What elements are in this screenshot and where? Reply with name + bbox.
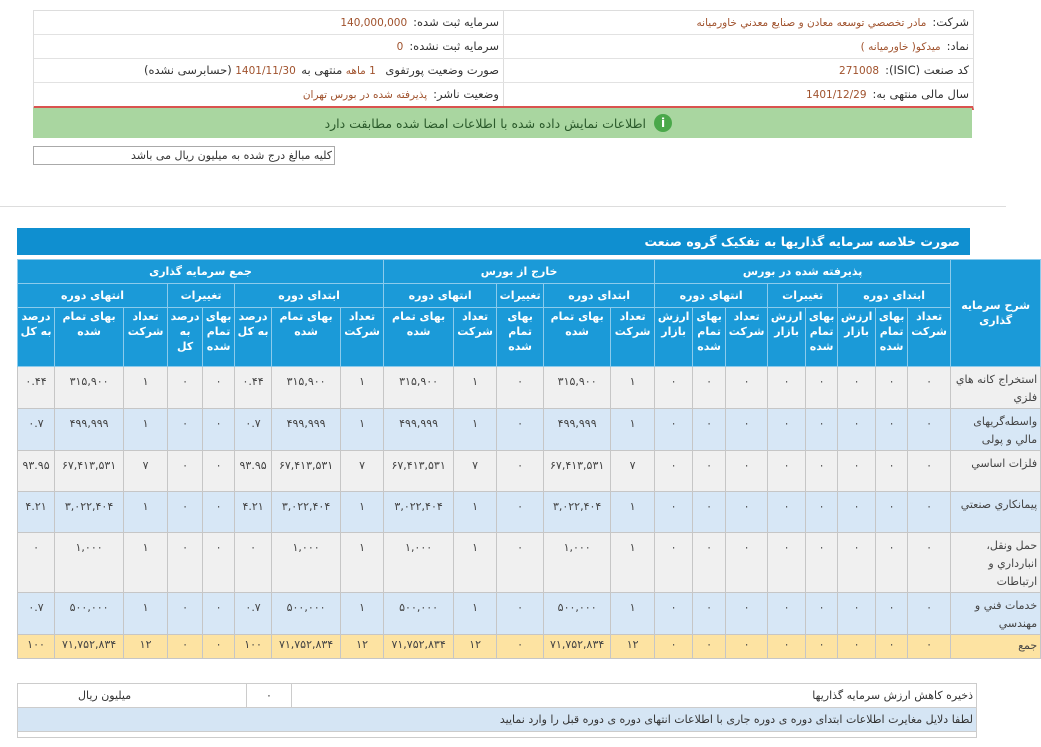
otc-end: انتهای دوره	[384, 284, 497, 308]
row-label: استخراج کانه هاي فلزي	[951, 367, 1041, 409]
cell: ۰	[768, 533, 806, 593]
total-cell: ۱۰۰	[235, 635, 272, 659]
cell: ۰.۷	[235, 593, 272, 635]
cell: ۰	[497, 533, 544, 593]
cell: ۱	[124, 367, 168, 409]
subheader-count: تعداد شرکت	[611, 308, 655, 367]
total-cell: ۱۲	[341, 635, 384, 659]
cell: ۰	[768, 451, 806, 492]
subheader-count: تعداد شرکت	[908, 308, 951, 367]
cell: ۰.۷	[18, 593, 55, 635]
table-row	[18, 409, 1041, 451]
cell: ۰	[693, 409, 726, 451]
cell: ۰	[655, 492, 693, 533]
cell: ۰.۴۴	[235, 367, 272, 409]
cell: ۱	[341, 492, 384, 533]
cell: ۰	[203, 451, 235, 492]
report-mid: منتهی به	[301, 63, 343, 77]
total-cell: ۰	[203, 635, 235, 659]
cell: ۱	[124, 593, 168, 635]
cell: ۰	[693, 533, 726, 593]
cell: ۴۹۹,۹۹۹	[544, 409, 611, 451]
cell: ۴.۲۱	[235, 492, 272, 533]
otc-start: ابتدای دوره	[544, 284, 655, 308]
cell: ۰	[838, 451, 876, 492]
cell: ۱,۰۰۰	[544, 533, 611, 593]
group-otc: خارج از بورس	[384, 260, 655, 284]
row-label: واسطه‌گریهای مالي و پولی	[951, 409, 1041, 451]
total-cell: ۰	[655, 635, 693, 659]
cell: ۰	[203, 492, 235, 533]
cell: ۱	[341, 593, 384, 635]
cell: ۰	[168, 593, 203, 635]
investment-table-scroll[interactable]	[17, 259, 1038, 653]
cell: ۳۱۵,۹۰۰	[384, 367, 454, 409]
cell: ۴.۲۱	[18, 492, 55, 533]
cell: ۰	[838, 533, 876, 593]
total-cell: ۷۱,۷۵۲,۸۳۴	[272, 635, 341, 659]
cell: ۰	[655, 533, 693, 593]
info-icon: i	[654, 114, 672, 132]
cell: ۰	[168, 533, 203, 593]
subheader-cost: بهای تمام شده	[544, 308, 611, 367]
registered-capital-label: سرمایه ثبت شده:	[413, 15, 499, 29]
subheader-cost: بهای تمام شده	[806, 308, 838, 367]
table-row	[18, 367, 1041, 409]
cell: ۰	[806, 492, 838, 533]
cell: ۵۰۰,۰۰۰	[55, 593, 124, 635]
total-end: انتهای دوره	[18, 284, 168, 308]
cell: ۱,۰۰۰	[384, 533, 454, 593]
cell: ۴۹۹,۹۹۹	[272, 409, 341, 451]
cell: ۳,۰۲۲,۴۰۴	[272, 492, 341, 533]
subheader-cost: بهای تمام شده	[384, 308, 454, 367]
total-cell: ۰	[908, 635, 951, 659]
total-cell: ۷۱,۷۵۲,۸۳۴	[544, 635, 611, 659]
cell: ۰	[203, 593, 235, 635]
cell: ۱	[124, 533, 168, 593]
cell: ۰	[908, 367, 951, 409]
cell: ۰	[235, 533, 272, 593]
subheader-cost: بهای تمام شده	[693, 308, 726, 367]
cell: ۹۳.۹۵	[235, 451, 272, 492]
cell: ۹۳.۹۵	[18, 451, 55, 492]
table-row	[18, 593, 1041, 635]
reserve-value: ۰	[246, 684, 292, 707]
cell: ۰	[497, 593, 544, 635]
subheader-cost: بهای تمام شده	[203, 308, 235, 367]
report-date: 1401/11/30	[235, 65, 296, 77]
cell: ۰	[655, 593, 693, 635]
publisher-status-value: پذیرفته شده در بورس تهران	[302, 89, 428, 101]
cell: ۰	[655, 451, 693, 492]
cell: ۰	[168, 367, 203, 409]
cell: ۰	[726, 367, 768, 409]
total-cell: ۰	[768, 635, 806, 659]
symbol-label: نماد:	[946, 39, 969, 53]
cell: ۷	[611, 451, 655, 492]
cell: ۱	[454, 492, 497, 533]
cell: ۱	[454, 593, 497, 635]
group-total: جمع سرمایه گذاری	[18, 260, 384, 284]
cell: ۰	[806, 533, 838, 593]
cell: ۱	[341, 533, 384, 593]
cell: ۱	[124, 409, 168, 451]
units-note: کلیه مبالغ درج شده به میلیون ریال می باشد	[33, 146, 335, 165]
table-row	[18, 451, 1041, 492]
cell: ۰	[838, 593, 876, 635]
fiscal-year-label: سال مالی منتهی به:	[872, 87, 969, 101]
company-info-panel	[33, 10, 974, 110]
cell: ۰	[768, 492, 806, 533]
cell: ۱	[454, 533, 497, 593]
total-cell: ۷۱,۷۵۲,۸۳۴	[384, 635, 454, 659]
cell: ۱	[341, 367, 384, 409]
cell: ۱	[611, 409, 655, 451]
audit-status: (حسابرسی نشده)	[143, 63, 232, 77]
cell: ۶۷,۴۱۳,۵۳۱	[55, 451, 124, 492]
table-row	[18, 533, 1041, 593]
cell: ۴۹۹,۹۹۹	[384, 409, 454, 451]
cell: ۱	[454, 409, 497, 451]
cell: ۷	[454, 451, 497, 492]
cell: ۵۰۰,۰۰۰	[384, 593, 454, 635]
total-change: تغییرات	[168, 284, 235, 308]
total-cell: ۱۲	[454, 635, 497, 659]
cell: ۰	[497, 367, 544, 409]
cell: ۰	[726, 451, 768, 492]
cell: ۰	[693, 451, 726, 492]
cell: ۰	[18, 533, 55, 593]
cell: ۰	[908, 409, 951, 451]
total-cell: ۰	[876, 635, 908, 659]
subheader-cost: بهای تمام شده	[272, 308, 341, 367]
cell: ۰	[168, 492, 203, 533]
cell: ۱	[454, 367, 497, 409]
cell: ۰	[203, 367, 235, 409]
cell: ۰	[726, 533, 768, 593]
total-cell: ۰	[726, 635, 768, 659]
cell: ۷	[124, 451, 168, 492]
subheader-pct: درصد به کل	[235, 308, 272, 367]
total-label: جمع	[951, 635, 1041, 659]
cell: ۱	[611, 593, 655, 635]
cell: ۰	[908, 492, 951, 533]
cell: ۰	[768, 409, 806, 451]
cell: ۱	[124, 492, 168, 533]
cell: ۰	[203, 533, 235, 593]
cell: ۱	[341, 409, 384, 451]
total-cell: ۰	[838, 635, 876, 659]
publisher-status-label: وضعیت ناشر:	[433, 87, 499, 101]
reserve-unit: میلیون ریال	[78, 689, 132, 702]
subheader-count: تعداد شرکت	[454, 308, 497, 367]
cell: ۰	[806, 409, 838, 451]
cell: ۳۱۵,۹۰۰	[544, 367, 611, 409]
unregistered-capital-value: 0	[396, 41, 404, 53]
reason-prompt: لطفا دلایل مغایرت اطلاعات ابتدای دوره ی دوره جاری با اطلاعات انتهای دوره ی دوره قبل را وارد نمایید	[18, 708, 976, 732]
total-cell: ۰	[168, 635, 203, 659]
cell: ۰.۷	[18, 409, 55, 451]
cell: ۰	[655, 409, 693, 451]
subheader-market: ارزش بازار	[768, 308, 806, 367]
cell: ۳,۰۲۲,۴۰۴	[384, 492, 454, 533]
listed-change: تغییرات	[768, 284, 838, 308]
fiscal-year-value: 1401/12/29	[806, 89, 867, 101]
cell: ۰	[908, 451, 951, 492]
cell: ۱,۰۰۰	[55, 533, 124, 593]
cell: ۶۷,۴۱۳,۵۳۱	[384, 451, 454, 492]
section-title: صورت خلاصه سرمایه گذاریها به تفکیک گروه صنعت	[17, 228, 970, 255]
cell: ۰	[726, 409, 768, 451]
cell: ۰	[497, 451, 544, 492]
cell: ۰	[876, 451, 908, 492]
cell: ۳,۰۲۲,۴۰۴	[544, 492, 611, 533]
registered-capital-value: 140,000,000	[340, 17, 408, 29]
subheader-cost: بهای تمام شده	[876, 308, 908, 367]
cell: ۰	[726, 593, 768, 635]
company-label: شرکت:	[932, 15, 969, 29]
verification-alert	[33, 108, 972, 138]
total-cell: ۰	[806, 635, 838, 659]
cell: ۰	[168, 409, 203, 451]
col-description: شرح سرمایه گذاری	[951, 260, 1041, 367]
divider	[0, 206, 1006, 207]
cell: ۰	[768, 367, 806, 409]
isic-label: کد صنعت (ISIC):	[885, 63, 969, 77]
listed-start: ابتدای دوره	[838, 284, 951, 308]
cell: ۴۹۹,۹۹۹	[55, 409, 124, 451]
alert-text: اطلاعات نمایش داده شده با اطلاعات امضا شده مطابقت دارد	[324, 115, 646, 131]
subheader-market: ارزش بازار	[655, 308, 693, 367]
cell: ۰	[908, 533, 951, 593]
total-cell: ۰	[693, 635, 726, 659]
cell: ۰	[726, 492, 768, 533]
total-cell: ۰	[497, 635, 544, 659]
cell: ۳۱۵,۹۰۰	[55, 367, 124, 409]
report-title: صورت وضعیت پورتفوی	[385, 63, 499, 77]
cell: ۰	[768, 593, 806, 635]
cell: ۰	[876, 492, 908, 533]
cell: ۰	[876, 409, 908, 451]
symbol-value: ميدکو( خاورميانه )	[860, 41, 941, 53]
row-label: حمل ونقل، انبارداري و ارتباطات	[951, 533, 1041, 593]
subheader-pct: درصد به کل	[168, 308, 203, 367]
subheader-pct: درصد به کل	[18, 308, 55, 367]
cell: ۱,۰۰۰	[272, 533, 341, 593]
company-value: مادر تخصصي توسعه معادن و صنايع معدني خاورميانه	[696, 17, 927, 29]
cell: ۰	[168, 451, 203, 492]
cell: ۰	[806, 451, 838, 492]
table-row	[18, 492, 1041, 533]
cell: ۰	[838, 492, 876, 533]
total-start: ابتدای دوره	[235, 284, 384, 308]
subheader-count: تعداد شرکت	[124, 308, 168, 367]
cell: ۰.۴۴	[18, 367, 55, 409]
listed-end: انتهای دوره	[655, 284, 768, 308]
cell: ۰	[497, 409, 544, 451]
cell: ۰	[806, 367, 838, 409]
cell: ۰	[693, 492, 726, 533]
otc-change: تغییرات	[497, 284, 544, 308]
total-cell: ۱۲	[124, 635, 168, 659]
reserve-table	[17, 683, 977, 738]
cell: ۳۱۵,۹۰۰	[272, 367, 341, 409]
cell: ۰.۷	[235, 409, 272, 451]
reserve-label: ذخیره کاهش ارزش سرمایه گذاریها	[812, 689, 973, 702]
cell: ۱	[611, 367, 655, 409]
cell: ۰	[876, 533, 908, 593]
total-cell: ۱۲	[611, 635, 655, 659]
cell: ۰	[838, 409, 876, 451]
cell: ۰	[203, 409, 235, 451]
cell: ۰	[908, 593, 951, 635]
cell: ۶۷,۴۱۳,۵۳۱	[544, 451, 611, 492]
isic-value: 271008	[839, 65, 880, 77]
report-period: 1 ماهه	[345, 65, 376, 77]
cell: ۵۰۰,۰۰۰	[544, 593, 611, 635]
subheader-count: تعداد شرکت	[726, 308, 768, 367]
cell: ۱	[611, 533, 655, 593]
subheader-count: تعداد شرکت	[341, 308, 384, 367]
total-cell: ۷۱,۷۵۲,۸۳۴	[55, 635, 124, 659]
total-cell: ۱۰۰	[18, 635, 55, 659]
row-label: پيمانكاري صنعتي	[951, 492, 1041, 533]
cell: ۰	[806, 593, 838, 635]
investment-summary-table	[17, 259, 1041, 659]
cell: ۵۰۰,۰۰۰	[272, 593, 341, 635]
cell: ۰	[876, 593, 908, 635]
cell: ۰	[497, 492, 544, 533]
cell: ۰	[876, 367, 908, 409]
total-row	[18, 635, 1041, 659]
group-listed: پذیرفته شده در بورس	[655, 260, 951, 284]
row-label: فلزات اساسي	[951, 451, 1041, 492]
cell: ۰	[693, 593, 726, 635]
unregistered-capital-label: سرمایه ثبت نشده:	[409, 39, 499, 53]
subheader-cost: بهای تمام شده	[497, 308, 544, 367]
cell: ۱	[611, 492, 655, 533]
row-label: خدمات فني و مهندسي	[951, 593, 1041, 635]
cell: ۰	[693, 367, 726, 409]
subheader-market: ارزش بازار	[838, 308, 876, 367]
cell: ۳,۰۲۲,۴۰۴	[55, 492, 124, 533]
cell: ۰	[655, 367, 693, 409]
subheader-cost: بهای تمام شده	[55, 308, 124, 367]
cell: ۷	[341, 451, 384, 492]
cell: ۰	[838, 367, 876, 409]
cell: ۶۷,۴۱۳,۵۳۱	[272, 451, 341, 492]
